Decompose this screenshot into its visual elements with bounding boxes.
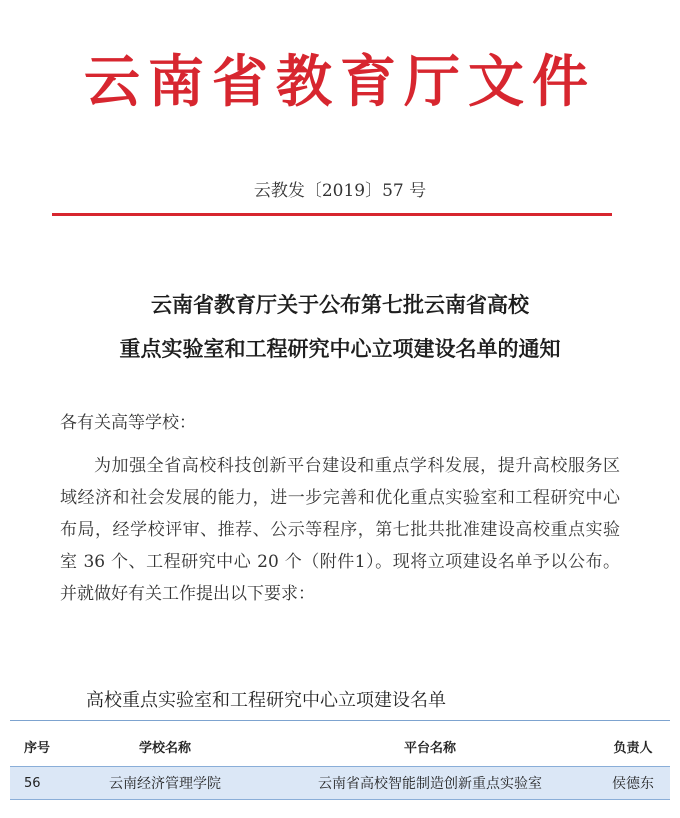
column-header-platform: 平台名称 xyxy=(403,740,456,756)
row-bottom-border xyxy=(10,799,670,800)
salutation: 各有关高等学校： xyxy=(60,413,196,433)
notice-title-line-2: 重点实验室和工程研究中心立项建设名单的通知 xyxy=(119,336,561,361)
cell-platform: 云南省高校智能制造创新重点实验室 xyxy=(318,776,542,792)
document-number: 云教发〔2019〕57 号 xyxy=(253,181,427,201)
table-top-border xyxy=(10,720,670,721)
column-header-lead: 负责人 xyxy=(613,740,653,756)
table-header-row xyxy=(10,730,670,762)
cell-number: 56 xyxy=(24,775,41,791)
table-row xyxy=(10,766,670,800)
project-table xyxy=(10,720,670,812)
cell-lead: 侯德东 xyxy=(612,776,654,792)
notice-body-paragraph: 为加强全省高校科技创新平台建设和重点学科发展，提升高校服务区域经济和社会发展的能力，进一步完善和优化重点实验室和工程研究中心布局，经学校评审、推荐、公示等程序，第七批共批准建设高校重点实验室 36 个、工程研究中心 20 个（附件1）。现将立项建设名单予以公布。并就做好有关工作提出以下要求： xyxy=(60,456,620,604)
notice-title-line-1: 云南省教育厅关于公布第七批云南省高校 xyxy=(151,292,529,317)
document-header-title: 云南省教育厅文件 xyxy=(84,49,596,115)
column-header-number: 序号 xyxy=(24,740,51,756)
cell-school: 云南经济管理学院 xyxy=(109,776,221,792)
red-divider-line xyxy=(52,213,612,216)
table-title: 高校重点实验室和工程研究中心立项建设名单 xyxy=(86,690,446,711)
notice-title xyxy=(0,283,680,371)
column-header-school: 学校名称 xyxy=(138,740,191,756)
